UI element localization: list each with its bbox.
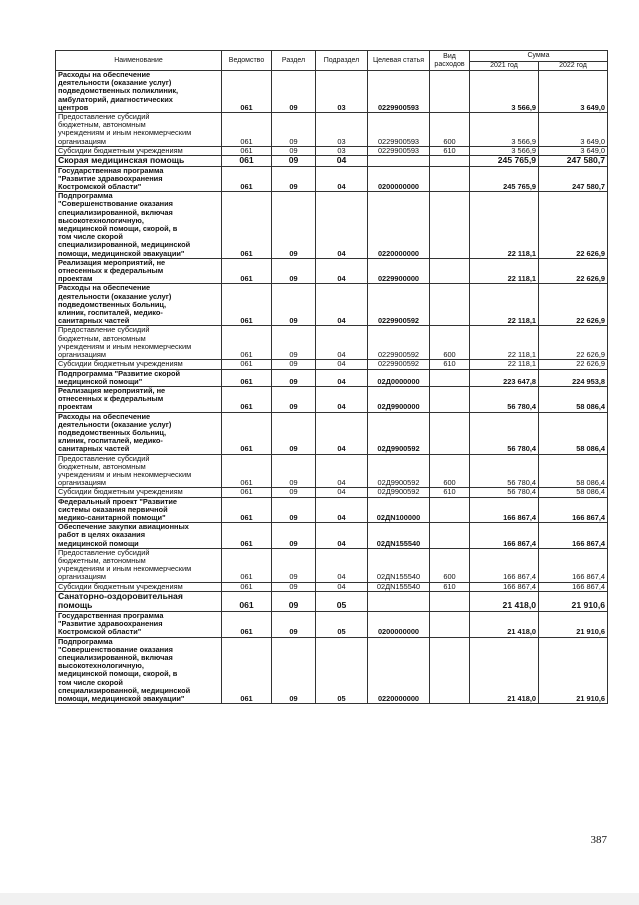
cell-subsection: 04 (316, 326, 368, 360)
cell-subsection: 04 (316, 386, 368, 412)
cell-subsection: 04 (316, 497, 368, 523)
cell-section: 09 (272, 166, 316, 192)
cell-target-article: 0200000000 (368, 166, 430, 192)
cell-section: 09 (272, 611, 316, 637)
cell-expense-type: 600 (430, 454, 470, 488)
cell-subsection: 04 (316, 192, 368, 259)
cell-department: 061 (222, 369, 272, 386)
header-expense-type: Вид расходов (430, 51, 470, 71)
cell-subsection: 05 (316, 591, 368, 611)
cell-department: 061 (222, 497, 272, 523)
cell-section: 09 (272, 326, 316, 360)
cell-target-article: 0229900592 (368, 284, 430, 326)
cell-subsection: 03 (316, 71, 368, 113)
cell-name: Реализация мероприятий, не отнесенных к федеральным проектам (56, 258, 222, 284)
cell-expense-type (430, 258, 470, 284)
cell-expense-type: 600 (430, 113, 470, 147)
cell-expense-type (430, 156, 470, 167)
cell-expense-type: 610 (430, 360, 470, 369)
table-row (56, 386, 608, 412)
cell-amount-2022: 166 867,4 (539, 497, 608, 523)
cell-amount-2022: 22 626,9 (539, 326, 608, 360)
table-row (56, 146, 608, 155)
cell-amount-2022: 22 626,9 (539, 284, 608, 326)
cell-target-article: 02ДN155540 (368, 523, 430, 549)
header-amount: Сумма (470, 51, 608, 62)
cell-department: 061 (222, 488, 272, 497)
cell-target-article: 0220000000 (368, 192, 430, 259)
cell-department: 061 (222, 548, 272, 582)
cell-amount-2022: 166 867,4 (539, 523, 608, 549)
cell-amount-2021: 56 780,4 (470, 386, 539, 412)
cell-target-article: 02ДN155540 (368, 582, 430, 591)
cell-name: Подпрограмма "Совершенствование оказания специализированной, включая высокотехнологичную, медицинской помощи, скорой, в том числе скорой специализированной, медицинской помощи, медицинской эвакуации" (56, 637, 222, 704)
cell-name: Субсидии бюджетным учреждениям (56, 488, 222, 497)
header-department: Ведомство (222, 51, 272, 71)
header-year-2022: 2022 год (539, 62, 608, 71)
cell-amount-2021: 22 118,1 (470, 284, 539, 326)
cell-name: Расходы на обеспечение деятельности (оказание услуг) подведомственных больниц, клиник, госпиталей, медико- санитарных частей (56, 412, 222, 454)
cell-amount-2022: 58 086,4 (539, 488, 608, 497)
cell-amount-2022: 21 910,6 (539, 591, 608, 611)
cell-target-article: 02Д9900592 (368, 454, 430, 488)
cell-target-article: 0229900592 (368, 360, 430, 369)
table-row (56, 412, 608, 454)
cell-subsection: 04 (316, 360, 368, 369)
cell-amount-2022: 22 626,9 (539, 258, 608, 284)
cell-subsection: 04 (316, 548, 368, 582)
header-subsection: Подраздел (316, 51, 368, 71)
cell-department: 061 (222, 113, 272, 147)
table-row (56, 548, 608, 582)
cell-section: 09 (272, 548, 316, 582)
cell-name: Предоставление субсидий бюджетным, автономным учреждениям и иным некоммерческим организациям (56, 326, 222, 360)
cell-name: Санаторно-оздоровительная помощь (56, 591, 222, 611)
cell-amount-2021: 166 867,4 (470, 548, 539, 582)
cell-department: 061 (222, 637, 272, 704)
table-body (56, 71, 608, 704)
cell-expense-type (430, 591, 470, 611)
table-row (56, 166, 608, 192)
table-row (56, 369, 608, 386)
cell-subsection: 04 (316, 258, 368, 284)
cell-subsection: 05 (316, 637, 368, 704)
cell-expense-type (430, 637, 470, 704)
cell-name: Государственная программа "Развитие здравоохранения Костромской области" (56, 166, 222, 192)
cell-name: Предоставление субсидий бюджетным, автономным учреждениям и иным некоммерческим организациям (56, 113, 222, 147)
cell-amount-2021: 22 118,1 (470, 326, 539, 360)
cell-target-article: 0229900592 (368, 326, 430, 360)
cell-section: 09 (272, 386, 316, 412)
cell-target-article (368, 591, 430, 611)
cell-department: 061 (222, 258, 272, 284)
cell-amount-2021: 21 418,0 (470, 611, 539, 637)
table-row (56, 637, 608, 704)
cell-amount-2021: 245 765,9 (470, 156, 539, 167)
cell-name: Предоставление субсидий бюджетным, автономным учреждениям и иным некоммерческим организациям (56, 454, 222, 488)
cell-target-article: 0229900593 (368, 146, 430, 155)
cell-department: 061 (222, 326, 272, 360)
scan-bottom-edge (0, 893, 639, 905)
cell-department: 061 (222, 284, 272, 326)
cell-target-article (368, 156, 430, 167)
cell-subsection: 04 (316, 284, 368, 326)
cell-section: 09 (272, 71, 316, 113)
table-row (56, 71, 608, 113)
cell-subsection: 04 (316, 523, 368, 549)
cell-section: 09 (272, 113, 316, 147)
cell-amount-2021: 22 118,1 (470, 192, 539, 259)
cell-target-article: 02Д9900000 (368, 386, 430, 412)
cell-amount-2022: 3 649,0 (539, 113, 608, 147)
cell-subsection: 04 (316, 488, 368, 497)
cell-section: 09 (272, 637, 316, 704)
cell-name: Субсидии бюджетным учреждениям (56, 146, 222, 155)
table-row (56, 523, 608, 549)
cell-amount-2021: 56 780,4 (470, 454, 539, 488)
budget-table (55, 50, 608, 704)
cell-target-article: 02Д9900592 (368, 488, 430, 497)
cell-amount-2021: 3 566,9 (470, 71, 539, 113)
cell-department: 061 (222, 166, 272, 192)
cell-expense-type (430, 386, 470, 412)
cell-amount-2021: 21 418,0 (470, 591, 539, 611)
cell-section: 09 (272, 192, 316, 259)
cell-department: 061 (222, 71, 272, 113)
table-row (56, 582, 608, 591)
cell-subsection: 03 (316, 113, 368, 147)
cell-amount-2021: 3 566,9 (470, 113, 539, 147)
cell-amount-2021: 166 867,4 (470, 582, 539, 591)
header-section: Раздел (272, 51, 316, 71)
cell-expense-type (430, 412, 470, 454)
cell-amount-2022: 22 626,9 (539, 360, 608, 369)
cell-department: 061 (222, 523, 272, 549)
cell-amount-2022: 166 867,4 (539, 582, 608, 591)
cell-section: 09 (272, 412, 316, 454)
cell-section: 09 (272, 284, 316, 326)
cell-amount-2021: 22 118,1 (470, 360, 539, 369)
table-row (56, 454, 608, 488)
cell-section: 09 (272, 156, 316, 167)
cell-department: 061 (222, 192, 272, 259)
cell-name: Скорая медицинская помощь (56, 156, 222, 167)
cell-expense-type (430, 71, 470, 113)
table-row (56, 156, 608, 167)
cell-amount-2022: 247 580,7 (539, 166, 608, 192)
cell-department: 061 (222, 360, 272, 369)
cell-department: 061 (222, 582, 272, 591)
cell-amount-2021: 223 647,8 (470, 369, 539, 386)
cell-expense-type (430, 497, 470, 523)
table-row (56, 497, 608, 523)
cell-subsection: 04 (316, 582, 368, 591)
cell-target-article: 02ДN155540 (368, 548, 430, 582)
cell-department: 061 (222, 454, 272, 488)
cell-section: 09 (272, 258, 316, 284)
cell-section: 09 (272, 523, 316, 549)
cell-section: 09 (272, 454, 316, 488)
cell-expense-type (430, 166, 470, 192)
cell-name: Субсидии бюджетным учреждениям (56, 582, 222, 591)
cell-amount-2021: 245 765,9 (470, 166, 539, 192)
cell-amount-2022: 58 086,4 (539, 454, 608, 488)
cell-section: 09 (272, 369, 316, 386)
table-row (56, 258, 608, 284)
cell-amount-2021: 22 118,1 (470, 258, 539, 284)
table-row (56, 488, 608, 497)
cell-amount-2022: 22 626,9 (539, 192, 608, 259)
cell-subsection: 04 (316, 454, 368, 488)
cell-name: Подпрограмма "Совершенствование оказания специализированной, включая высокотехнологичную, медицинской помощи, скорой, в том числе скорой специализированной, медицинской помощи, медицинской эвакуации" (56, 192, 222, 259)
cell-section: 09 (272, 591, 316, 611)
cell-amount-2022: 247 580,7 (539, 156, 608, 167)
cell-section: 09 (272, 146, 316, 155)
cell-subsection: 05 (316, 611, 368, 637)
table-row (56, 192, 608, 259)
header-name: Наименование (56, 51, 222, 71)
cell-target-article: 0229900593 (368, 71, 430, 113)
cell-expense-type: 600 (430, 548, 470, 582)
cell-department: 061 (222, 386, 272, 412)
cell-amount-2022: 58 086,4 (539, 386, 608, 412)
cell-expense-type: 610 (430, 146, 470, 155)
cell-amount-2022: 166 867,4 (539, 548, 608, 582)
cell-target-article: 0229900000 (368, 258, 430, 284)
header-target-article: Целевая статья (368, 51, 430, 71)
table-row (56, 113, 608, 147)
cell-amount-2021: 3 566,9 (470, 146, 539, 155)
cell-name: Расходы на обеспечение деятельности (оказание услуг) подведомственных поликлиник, амбулаторий, диагностических центров (56, 71, 222, 113)
cell-section: 09 (272, 488, 316, 497)
cell-expense-type (430, 284, 470, 326)
cell-target-article: 02ДN100000 (368, 497, 430, 523)
cell-amount-2022: 21 910,6 (539, 611, 608, 637)
cell-department: 061 (222, 156, 272, 167)
cell-subsection: 04 (316, 156, 368, 167)
cell-department: 061 (222, 412, 272, 454)
cell-section: 09 (272, 497, 316, 523)
table-row (56, 591, 608, 611)
cell-expense-type: 610 (430, 488, 470, 497)
cell-amount-2021: 21 418,0 (470, 637, 539, 704)
cell-amount-2021: 56 780,4 (470, 412, 539, 454)
cell-name: Подпрограмма "Развитие скорой медицинской помощи" (56, 369, 222, 386)
cell-department: 061 (222, 146, 272, 155)
cell-amount-2022: 3 649,0 (539, 146, 608, 155)
cell-subsection: 04 (316, 166, 368, 192)
cell-expense-type (430, 611, 470, 637)
cell-department: 061 (222, 611, 272, 637)
cell-target-article: 0200000000 (368, 611, 430, 637)
cell-expense-type: 600 (430, 326, 470, 360)
cell-expense-type (430, 369, 470, 386)
table-row (56, 360, 608, 369)
cell-subsection: 04 (316, 412, 368, 454)
cell-amount-2021: 166 867,4 (470, 523, 539, 549)
page-number: 387 (590, 834, 607, 846)
cell-name: Государственная программа "Развитие здравоохранения Костромской области" (56, 611, 222, 637)
cell-name: Предоставление субсидий бюджетным, автономным учреждениям и иным некоммерческим организациям (56, 548, 222, 582)
header-year-2021: 2021 год (470, 62, 539, 71)
cell-amount-2022: 224 953,8 (539, 369, 608, 386)
cell-expense-type: 610 (430, 582, 470, 591)
cell-name: Федеральный проект "Развитие системы оказания первичной медико-санитарной помощи" (56, 497, 222, 523)
cell-name: Реализация мероприятий, не отнесенных к федеральным проектам (56, 386, 222, 412)
table-row (56, 326, 608, 360)
cell-target-article: 02Д0000000 (368, 369, 430, 386)
budget-sheet (55, 50, 607, 704)
cell-expense-type (430, 192, 470, 259)
cell-subsection: 03 (316, 146, 368, 155)
table-row (56, 611, 608, 637)
cell-section: 09 (272, 582, 316, 591)
cell-expense-type (430, 523, 470, 549)
cell-name: Субсидии бюджетным учреждениям (56, 360, 222, 369)
cell-department: 061 (222, 591, 272, 611)
cell-name: Обеспечение закупки авиационных работ в целях оказания медицинской помощи (56, 523, 222, 549)
cell-section: 09 (272, 360, 316, 369)
cell-amount-2021: 166 867,4 (470, 497, 539, 523)
cell-amount-2022: 21 910,6 (539, 637, 608, 704)
cell-amount-2022: 3 649,0 (539, 71, 608, 113)
cell-target-article: 02Д9900592 (368, 412, 430, 454)
table-header (56, 51, 608, 71)
cell-amount-2022: 58 086,4 (539, 412, 608, 454)
cell-name: Расходы на обеспечение деятельности (оказание услуг) подведомственных больниц, клиник, госпиталей, медико- санитарных частей (56, 284, 222, 326)
cell-amount-2021: 56 780,4 (470, 488, 539, 497)
cell-subsection: 04 (316, 369, 368, 386)
cell-target-article: 0229900593 (368, 113, 430, 147)
table-row (56, 284, 608, 326)
cell-target-article: 0220000000 (368, 637, 430, 704)
